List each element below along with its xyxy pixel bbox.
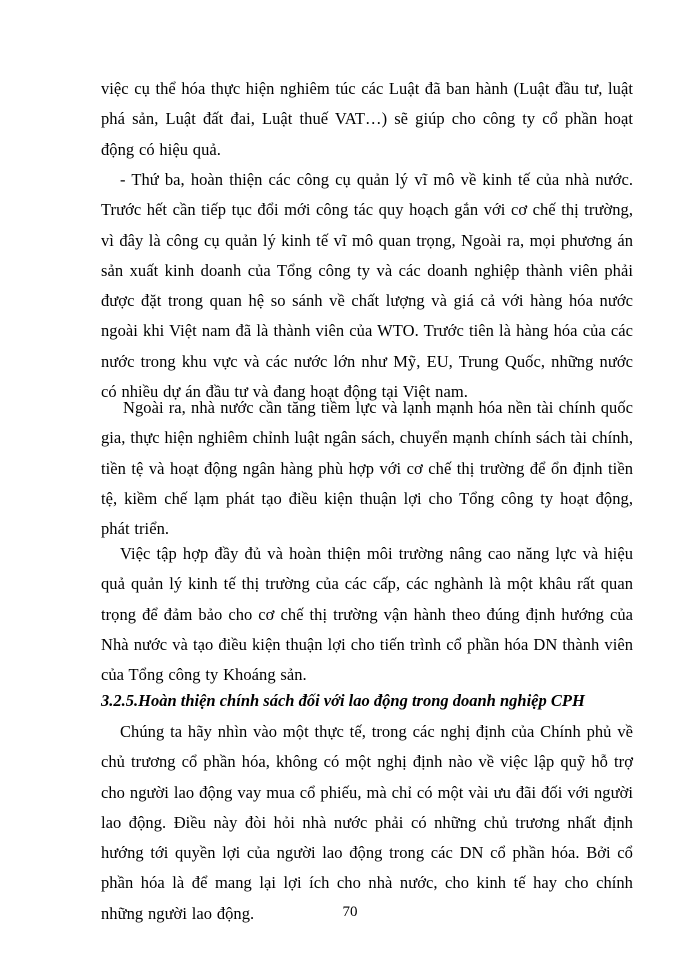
paragraph-macro-management-tools: - Thứ ba, hoàn thiện các công cụ quản lý vĩ mô về kinh tế của nhà nước. Trước hết cần tiếp tục đổi mới công tác quy hoạch gắn với cơ chế thị trường, vì đây là công cụ quản lý kinh tế vĩ mô quan trọng, Ngoài ra, mọi phương án sản xuất kinh doanh của Tổng công ty và các doanh nghiệp thành viên phải được đặt trong quan hệ so sánh về chất lượng và giá cả với hàng hóa nước ngoài khi Việt nam đã là thành viên của WTO. Trước tiên là hàng hóa của các nước trong khu vực và các nước lớn như Mỹ, EU, Trung Quốc, những nước có nhiều dự án đầu tư và đang hoạt động tại Việt nam. <box>101 170 633 402</box>
paragraph-finance-strengthening: Ngoài ra, nhà nước cần tăng tiềm lực và lạnh mạnh hóa nền tài chính quốc gia, thực hiện nghiêm chỉnh luật ngân sách, chuyển mạnh chính sách tài chính, tiền tệ và hoạt động ngân hàng phù hợp với cơ chế thị trường để ổn định tiền tệ, kiềm chế lạm phát tạo điều kiện thuận lợi cho Tổng công ty hoạt động, phát triển. <box>101 398 633 539</box>
paragraph-labor-policy: Chúng ta hãy nhìn vào một thực tế, trong các nghị định của Chính phủ về chủ trương cổ phần hóa, không có một nghị định nào về việc lập quỹ hỗ trợ cho người lao động vay mua cổ phiếu, mà chỉ có một vài ưu đãi đối với người lao động. Điều này đòi hỏi nhà nước phải có những chủ trương nhất định hướng tới quyền lợi của người lao động trong các DN cổ phần hóa. Bởi cổ phần hóa là để mang lại lợi ích cho nhà nước, cho kinh tế hay cho chính những người lao động. <box>101 722 633 923</box>
paragraph-market-environment: Việc tập hợp đầy đủ và hoàn thiện môi trường nâng cao năng lực và hiệu quả quản lý kinh tế thị trường của các cấp, các nghành là một khâu rất quan trọng để đảm bảo cho cơ chế thị trường vận hành theo đúng định hướng của Nhà nước và tạo điều kiện thuận lợi cho tiến trình cổ phần hóa DN thành viên của Tổng công ty Khoáng sản. <box>101 544 633 685</box>
page-number: 70 <box>342 904 358 920</box>
paragraph-laws-effectiveness: việc cụ thể hóa thực hiện nghiêm túc các Luật đã ban hành (Luật đầu tư, luật phá sản, Luật đất đai, Luật thuế VAT…) sẽ giúp cho công ty cổ phần hoạt động có hiệu quả. <box>101 79 633 159</box>
section-heading: 3.2.5.Hoàn thiện chính sách đối với lao động trong doanh nghiệp CPH <box>101 691 585 710</box>
